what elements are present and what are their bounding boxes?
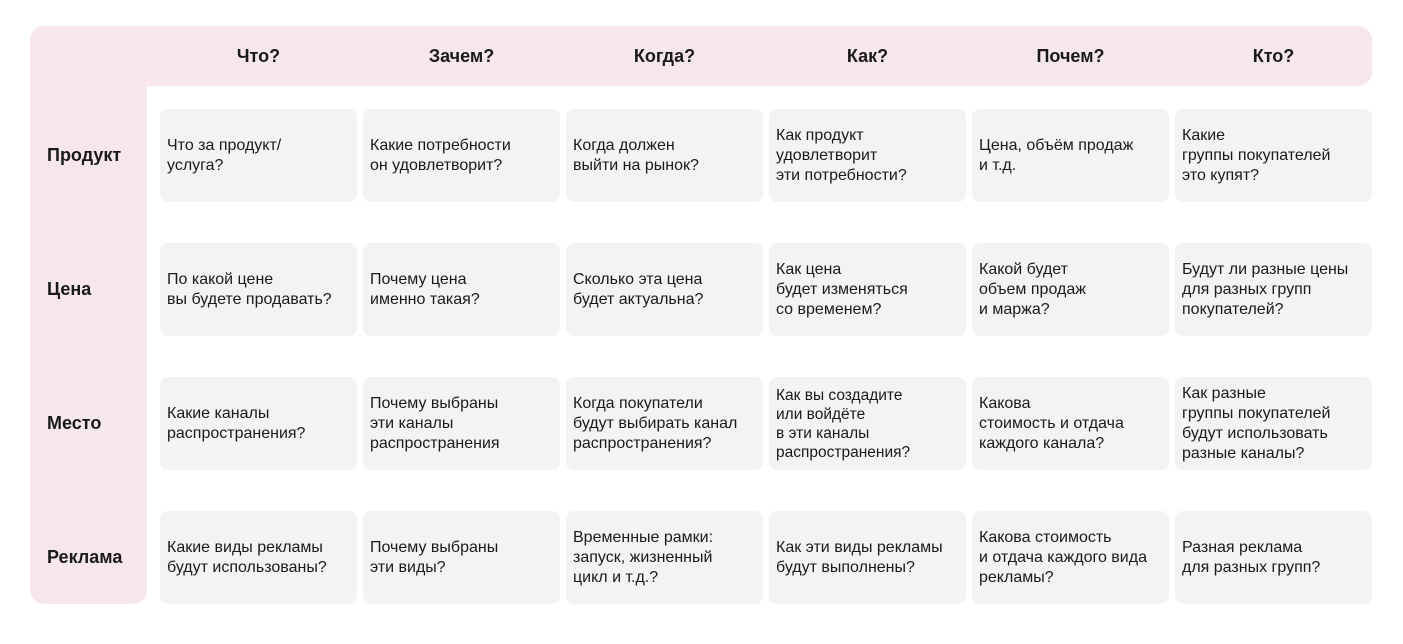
cell-price-when: Сколько эта цена будет актуальна? xyxy=(566,243,763,336)
cell-price-what: По какой цене вы будете продавать? xyxy=(160,243,357,336)
column-header-price: Почем? xyxy=(1036,45,1105,66)
cell-price-how: Как цена будет изменяться со временем? xyxy=(769,243,966,336)
column-header-how: Как? xyxy=(846,45,889,66)
cell-product-how: Как продукт удовлетворит эти потребности? xyxy=(769,109,966,202)
column-header-what: Что? xyxy=(236,45,281,66)
cell-price-why: Почему цена именно такая? xyxy=(363,243,560,336)
cell-promotion-how: Как эти виды рекламы будут выполнены? xyxy=(769,511,966,604)
cell-place-why: Почему выбраны эти каналы распространения xyxy=(363,377,560,470)
cell-promotion-why: Почему выбраны эти виды? xyxy=(363,511,560,604)
row-header-price: Цена xyxy=(47,279,92,299)
row-header-place: Место xyxy=(47,413,102,433)
cell-price-who: Будут ли разные цены для разных групп покупателей? xyxy=(1175,243,1372,336)
cell-price-price: Какой будет объем продаж и маржа? xyxy=(972,243,1169,336)
column-header-when: Когда? xyxy=(633,45,696,66)
cell-place-what: Какие каналы распространения? xyxy=(160,377,357,470)
cell-place-how: Как вы создадите или войдёте в эти каналы распространения? xyxy=(769,377,966,470)
cell-product-when: Когда должен выйти на рынок? xyxy=(566,109,763,202)
row-header-promotion: Реклама xyxy=(47,547,123,567)
cell-promotion-price: Какова стоимость и отдача каждого вида рекламы? xyxy=(972,511,1169,604)
row-header-product: Продукт xyxy=(47,145,122,165)
cell-product-who: Какие группы покупателей это купят? xyxy=(1175,109,1372,202)
column-header-who: Кто? xyxy=(1252,45,1295,66)
cell-place-who: Как разные группы покупателей будут использовать разные каналы? xyxy=(1175,377,1372,470)
cell-promotion-who: Разная реклама для разных групп? xyxy=(1175,511,1372,604)
cell-product-price: Цена, объём продаж и т.д. xyxy=(972,109,1169,202)
cell-place-when: Когда покупатели будут выбирать канал распространения? xyxy=(566,377,763,470)
cell-promotion-what: Какие виды рекламы будут использованы? xyxy=(160,511,357,604)
cell-promotion-when: Временные рамки: запуск, жизненный цикл и т.д.? xyxy=(566,511,763,604)
cell-place-price: Какова стоимость и отдача каждого канала? xyxy=(972,377,1169,470)
cell-product-what: Что за продукт/ услуга? xyxy=(160,109,357,202)
cell-product-why: Какие потребности он удовлетворит? xyxy=(363,109,560,202)
column-header-why: Зачем? xyxy=(428,45,495,66)
